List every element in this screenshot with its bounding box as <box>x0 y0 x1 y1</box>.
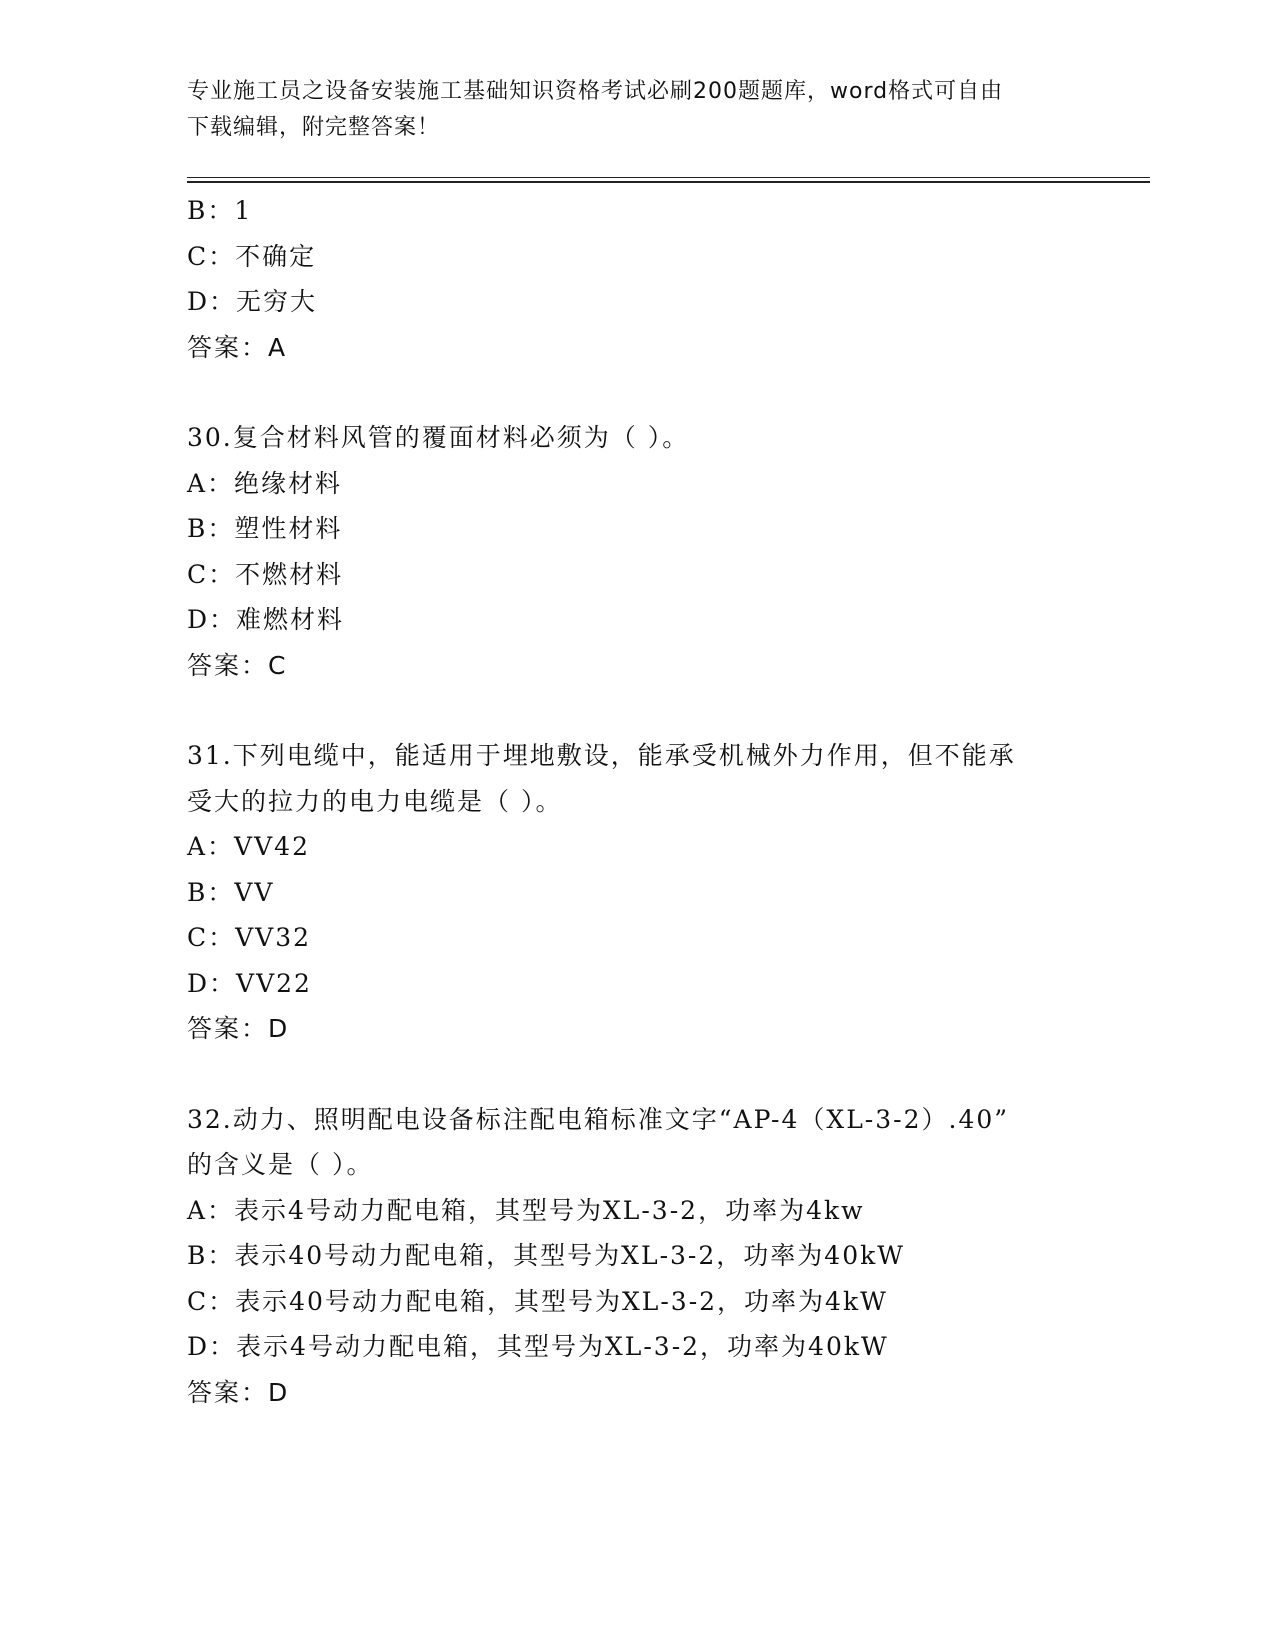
option-a: A：VV42 <box>187 832 310 861</box>
option-a: A：绝缘材料 <box>187 468 343 498</box>
option-b: B：VV <box>187 877 275 907</box>
option-c: C：不确定 <box>187 241 317 271</box>
question-30 <box>187 415 1087 688</box>
question-stem: 30.复合材料风管的覆面材料必须为（ ）。 <box>187 423 690 452</box>
header-title-line-2: 下载编辑，附完整答案！ <box>187 115 441 140</box>
question-stem-continued: 的含义是（ ）。 <box>187 1150 374 1179</box>
option-b: B：塑性材料 <box>187 514 343 543</box>
question-31 <box>187 733 1087 1052</box>
question-content <box>187 188 1087 1415</box>
answer-line: 答案：A <box>187 332 288 362</box>
option-c: C：表示40号动力配电箱，其型号为XL-3-2，功率为4kW <box>187 1286 888 1316</box>
question-stem: 32.动力、照明配电设备标注配电箱标准文字“AP-4（XL-3-2）.40” <box>187 1104 1010 1134</box>
option-d: D：难燃材料 <box>187 605 345 634</box>
option-c: C：不燃材料 <box>187 559 344 589</box>
question-32 <box>187 1097 1087 1416</box>
question-29-continued <box>187 188 1087 370</box>
header-divider-thick <box>187 181 1150 183</box>
header-divider-thin <box>187 177 1150 178</box>
question-stem: 31.下列电缆中，能适用于埋地敷设，能承受机械外力作用，但不能承 <box>187 741 1016 770</box>
header-title-line-1: 专业施工员之设备安装施工基础知识资格考试必刷200题题库，word格式可自由 <box>187 79 1004 104</box>
answer-line: 答案：D <box>187 1014 290 1043</box>
option-b: B：1 <box>187 196 253 225</box>
question-stem-continued: 受大的拉力的电力电缆是（ ）。 <box>187 786 563 816</box>
option-a: A：表示4号动力配电箱，其型号为XL-3-2，功率为4kw <box>187 1195 865 1225</box>
page-header <box>187 74 1087 146</box>
option-c: C：VV32 <box>187 923 312 952</box>
answer-line: 答案：C <box>187 650 288 680</box>
option-d: D：无穷大 <box>187 287 318 316</box>
question-spacer <box>187 688 1087 733</box>
question-spacer <box>187 1052 1087 1097</box>
option-d: D：VV22 <box>187 968 312 998</box>
answer-line: 答案：D <box>187 1377 290 1407</box>
question-spacer <box>187 370 1087 415</box>
option-b: B：表示40号动力配电箱，其型号为XL-3-2，功率为40kW <box>187 1241 905 1270</box>
option-d: D：表示4号动力配电箱，其型号为XL-3-2，功率为40kW <box>187 1332 889 1361</box>
